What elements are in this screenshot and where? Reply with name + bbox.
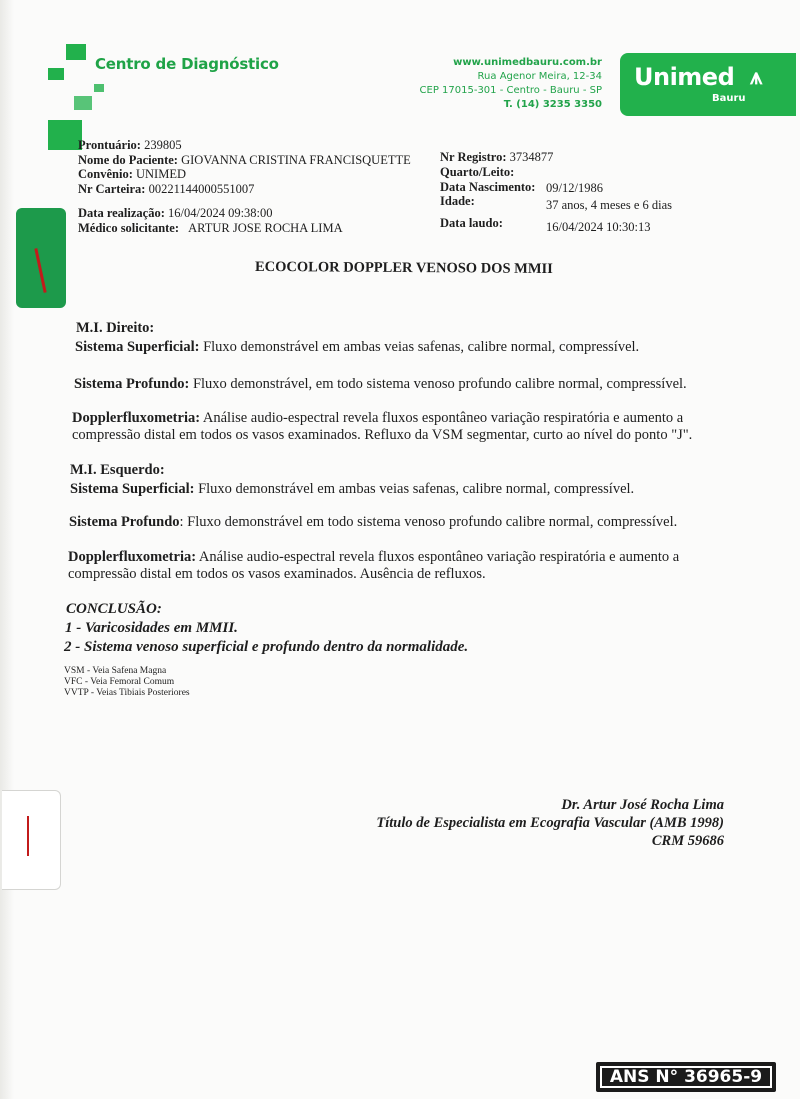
registro-label: Nr Registro: [440,150,507,164]
idade-label: Idade: [440,194,475,208]
ans-badge [596,1062,776,1092]
conclusion-item-1: 1 - Varicosidades em MMII. [65,620,238,636]
carteira-row [78,183,254,196]
left-superficial [70,481,634,498]
realizacao-row [78,207,273,220]
doctor-crm: CRM 59686 [651,833,724,849]
convenio-label: Convênio: [78,167,133,181]
convenio-value: UNIMED [136,167,186,181]
logo-text: Centro de Diagnóstico [95,55,279,73]
right-doppler-line2: compressão distal em todos os vasos examinados. Refluxo da VSM segmentar, curto ao nível do ponto "J". [72,427,693,443]
medico-label: Médico solicitante: [78,221,180,235]
registro-row [440,151,553,164]
patient-name-value: GIOVANNA CRISTINA FRANCISQUETTE [181,153,411,167]
right-deep-label: Sistema Profundo: [74,376,190,392]
laudo-row [440,217,503,230]
medico-value: ARTUR JOSE ROCHA LIMA [188,221,343,235]
laudo-label: Data laudo: [440,216,503,230]
red-mark [27,816,29,856]
patient-name-label: Nome do Paciente: [78,153,178,167]
phone: T. (14) 3235 3350 [503,99,602,110]
red-mark [34,248,46,293]
green-tab [16,208,66,308]
right-superficial-text: Fluxo demonstrável em ambas veias safenas, calibre normal, compressível. [199,339,640,355]
medico-row [78,222,343,235]
quarto-row [440,166,514,179]
carteira-value: 00221144000551007 [148,182,255,196]
conclusion-heading: CONCLUSÃO: [66,601,162,617]
website[interactable]: www.unimedbauru.com.br [453,57,602,68]
doctor-title: Título de Especialista em Ecografia Vascular (AMB 1998) [376,815,724,831]
address-line2: CEP 17015-301 - Centro - Bauru - SP [419,85,602,96]
right-doppler-text1: Análise audio-espectral revela fluxos espontâneo variação respiratória e aumento a [200,410,684,426]
prontuario-label: Prontuário: [78,138,141,152]
quarto-label: Quarto/Leito: [440,165,515,179]
nascimento-row [440,181,535,194]
abbr-vfc: VFC - Veia Femoral Comum [64,677,175,687]
white-tab [2,790,61,890]
doctor-name: Dr. Artur José Rocha Lima [561,797,724,813]
brand-city: Bauru [712,93,746,104]
left-doppler [68,549,679,566]
left-deep-text: : Fluxo demonstrável em todo sistema venoso profundo calibre normal, compressível. [179,514,678,530]
left-limb-heading: M.I. Esquerdo: [70,462,165,478]
convenio-row [78,168,186,181]
nascimento-value: 09/12/1986 [546,181,603,195]
registro-value: 3734877 [509,150,554,164]
report-title: ECOCOLOR DOPPLER VENOSO DOS MMII [254,258,553,278]
nascimento-label: Data Nascimento: [440,180,536,194]
carteira-label: Nr Carteira: [78,182,146,196]
conclusion-item-2: 2 - Sistema venoso superficial e profundo dentro da normalidade. [64,639,469,655]
idade-row [440,195,475,208]
laudo-value: 16/04/2024 10:30:13 [546,220,651,234]
address-line1: Rua Agenor Meira, 12-34 [477,71,602,82]
unimed-tree-icon: ⩚ [750,65,763,90]
left-doppler-line2: compressão distal em todos os vasos examinados. Ausência de refluxos. [68,566,486,582]
prontuario-value: 239805 [144,138,182,152]
left-superficial-text: Fluxo demonstrável em ambas veias safenas, calibre normal, compressível. [194,481,635,497]
brand-name: Unimed [634,63,735,91]
abbreviations [64,666,190,699]
left-deep [69,514,677,531]
right-superficial-label: Sistema Superficial: [75,339,200,355]
right-doppler-label: Dopplerfluxometria: [72,410,201,426]
prontuario-row [78,139,182,152]
left-deep-label: Sistema Profundo [69,514,180,530]
page-edge [0,0,14,1099]
contact-block [420,56,602,112]
left-doppler-text1: Análise audio-espectral revela fluxos espontâneo variação respiratória e aumento a [196,549,680,565]
ans-number: ANS N° 36965-9 [600,1066,772,1088]
idade-value: 37 anos, 4 meses e 6 dias [546,198,673,212]
left-doppler-label: Dopplerfluxometria: [68,549,197,565]
patient-name-row [78,154,411,167]
right-deep [74,376,687,393]
realizacao-label: Data realização: [78,206,165,220]
signature-block [376,796,724,850]
right-superficial [75,339,639,356]
abbr-vvtp: VVTP - Veias Tibiais Posteriores [64,688,190,698]
right-deep-text: Fluxo demonstrável, em todo sistema venoso profundo calibre normal, compressível. [189,376,687,392]
right-limb-heading: M.I. Direito: [76,320,155,336]
abbr-vsm: VSM - Veia Safena Magna [64,666,167,676]
realizacao-value: 16/04/2024 09:38:00 [168,206,273,220]
left-superficial-label: Sistema Superficial: [70,481,195,497]
right-doppler [72,410,683,427]
unimed-logo [620,53,796,116]
